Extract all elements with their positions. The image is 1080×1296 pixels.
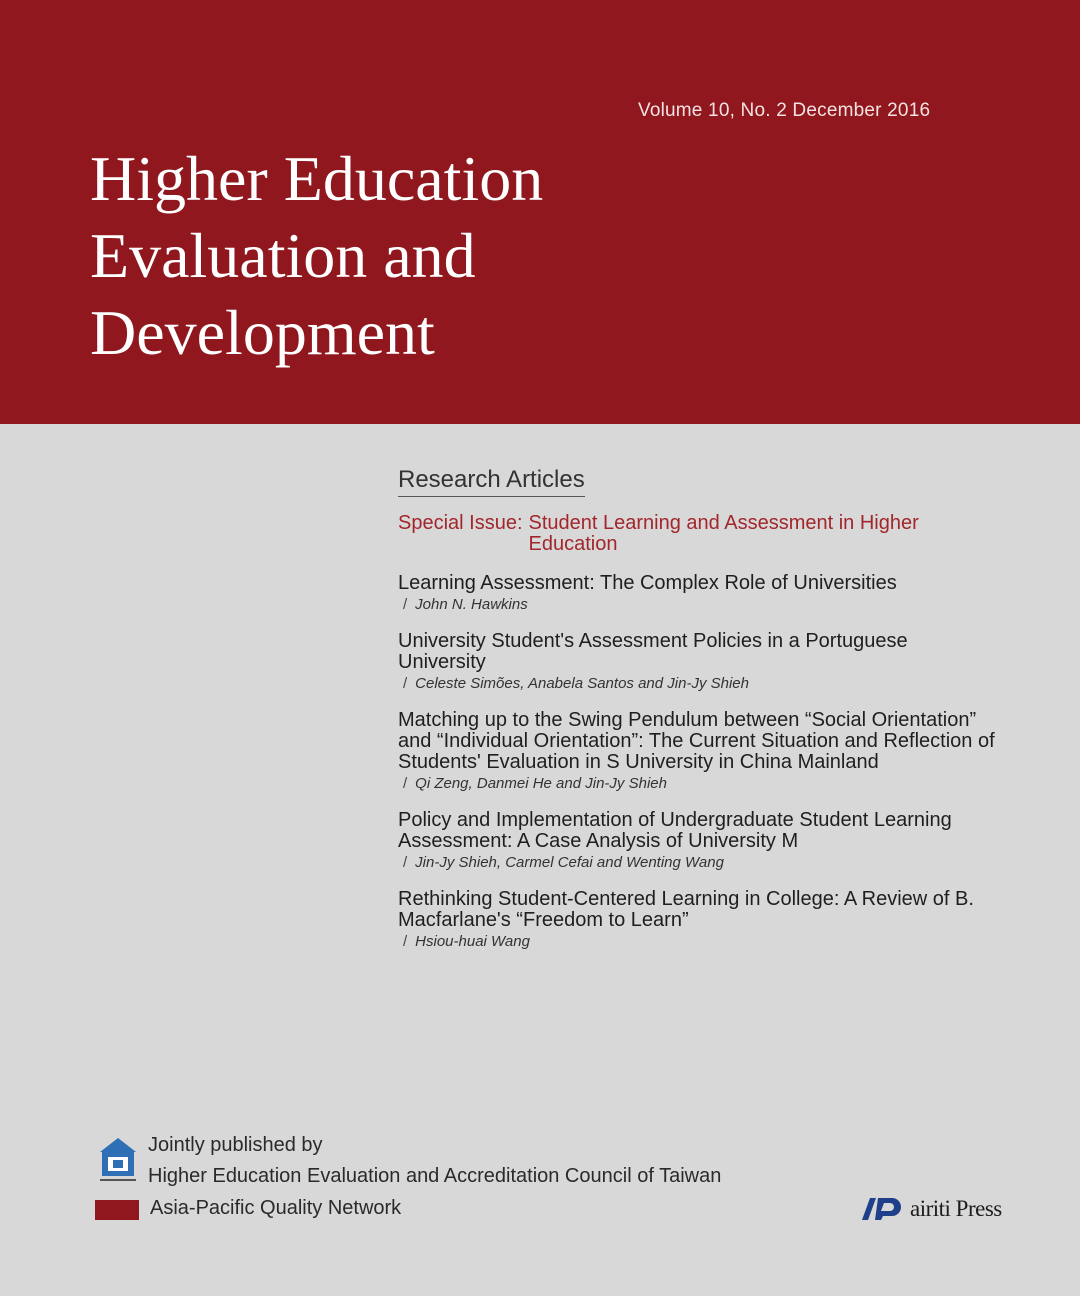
article-title: Policy and Implementation of Undergraduate Student Learning Assessment: A Case Analysis of University M: [398, 809, 952, 852]
article-authors-text: Celeste Simões, Anabela Santos and Jin-Jy Shieh: [415, 675, 749, 692]
apqn-name: Asia-Pacific Quality Network: [150, 1197, 402, 1219]
section-heading: Research Articles: [398, 466, 585, 497]
article-title: Matching up to the Swing Pendulum between “Social Orientation” and “Individual Orientation”: The Current Situation and Reflection of Students' Evaluation in S University in China Mainland: [398, 709, 995, 773]
heeact-name: Higher Education Evaluation and Accreditation Council of Taiwan: [148, 1165, 722, 1187]
journal-title-line-3: Development: [90, 297, 435, 368]
article-title: University Student's Assessment Policies in a Portuguese University: [398, 630, 908, 673]
cover-header: [0, 0, 1080, 424]
special-issue: [398, 513, 998, 555]
article-authors-text: Qi Zeng, Danmei He and Jin-Jy Shieh: [415, 775, 667, 792]
article-item: [398, 573, 998, 613]
article-authors-text: John N. Hawkins: [415, 596, 528, 613]
article-authors: / John N. Hawkins: [403, 596, 528, 613]
article-item: [398, 810, 998, 871]
article-authors-text: Hsiou-huai Wang: [415, 933, 530, 950]
article-title: Learning Assessment: The Complex Role of Universities: [398, 572, 897, 594]
journal-title-line-2: Evaluation and: [90, 220, 476, 291]
table-of-contents: [398, 466, 998, 968]
special-issue-title: Student Learning and Assessment in Higher Education: [528, 512, 919, 555]
article-item: [398, 631, 998, 692]
apqn-logo-icon: [95, 1200, 139, 1220]
article-authors-text: Jin-Jy Shieh, Carmel Cefai and Wenting Wang: [415, 854, 724, 871]
article-title: Rethinking Student-Centered Learning in College: A Review of B. Macfarlane's “Freedom to Learn”: [398, 888, 974, 931]
article-authors: / Celeste Simões, Anabela Santos and Jin-Jy Shieh: [403, 675, 749, 692]
journal-title: [90, 140, 543, 371]
airiti-logo-icon: [860, 1196, 904, 1222]
special-issue-label: Special Issue:: [398, 512, 523, 534]
article-authors: / Hsiou-huai Wang: [403, 933, 530, 950]
article-authors: / Qi Zeng, Danmei He and Jin-Jy Shieh: [403, 775, 667, 792]
jointly-published-label: Jointly published by: [148, 1134, 323, 1156]
article-authors: / Jin-Jy Shieh, Carmel Cefai and Wenting Wang: [403, 854, 724, 871]
article-item: [398, 710, 998, 792]
journal-title-line-1: Higher Education: [90, 143, 544, 214]
article-item: [398, 889, 998, 950]
airiti-press-name: airiti Press: [910, 1196, 1002, 1221]
airiti-press-logo: [860, 1196, 1002, 1222]
issue-line: Volume 10, No. 2 December 2016: [638, 100, 931, 121]
heeact-logo-icon: [96, 1136, 140, 1186]
